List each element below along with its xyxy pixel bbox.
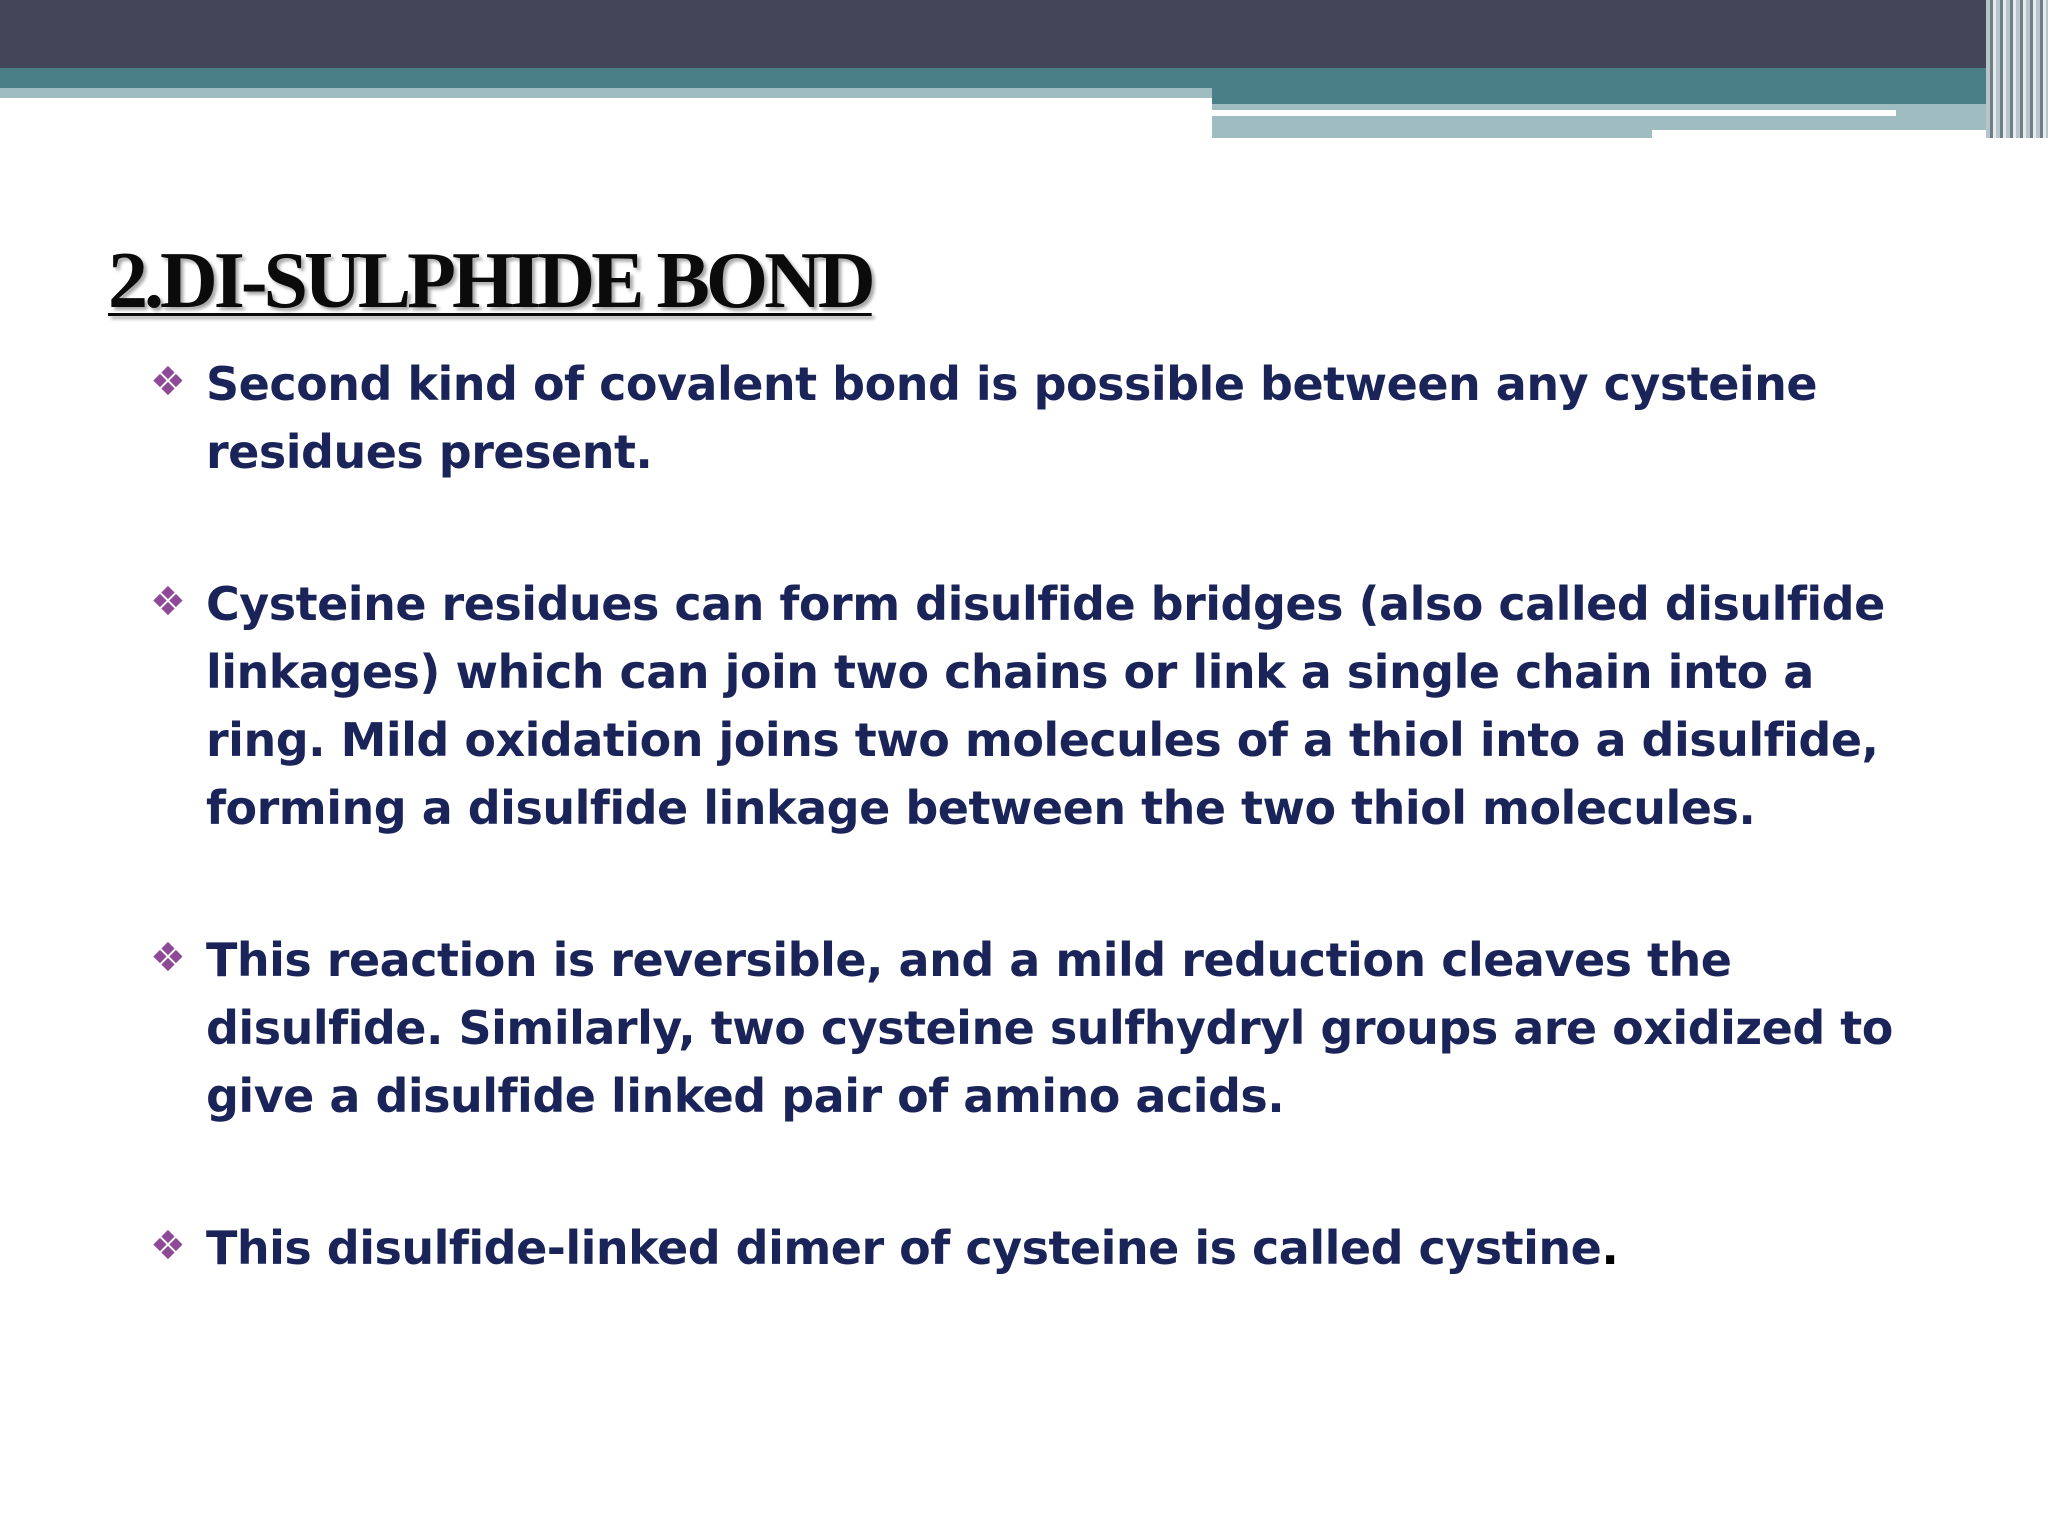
bullet-suffix: . (1601, 1221, 1619, 1275)
bullet-item (150, 926, 1930, 1130)
four-diamond-bullet-icon: ❖ (150, 1223, 186, 1269)
bullet-list (150, 350, 1930, 1366)
four-diamond-bullet-icon: ❖ (150, 359, 186, 405)
header-band-teal-right (1212, 68, 2048, 104)
slide-title: 2.DI-SULPHIDE BOND (108, 237, 872, 325)
header-band-dark (0, 0, 2048, 68)
bullet-item (150, 350, 1930, 486)
header-stripes (1986, 0, 2048, 138)
bullet-text: Second kind of covalent bond is possible between any cysteine residues present. (206, 357, 1818, 479)
bullet-text: Cysteine residues can form disulfide bridges (also called disulfide linkages) which can join two chains or link a single chain into a ring. Mild oxidation joins two molecules of a thiol into a disulfide, forming a disulfide linkage between the two thiol molecules. (206, 577, 1885, 835)
bullet-item (150, 570, 1930, 842)
four-diamond-bullet-icon: ❖ (150, 935, 186, 981)
bullet-text: This disulfide-linked dimer of cysteine is called cystine (206, 1221, 1602, 1275)
bullet-item (150, 1214, 1930, 1282)
header-band-teal-left (0, 68, 1212, 88)
bullet-text: This reaction is reversible, and a mild reduction cleaves the disulfide. Similarly, two cysteine sulfhydryl groups are oxidized to give a disulfide linked pair of amino acids. (206, 933, 1893, 1123)
four-diamond-bullet-icon: ❖ (150, 579, 186, 625)
header-accent-line (1212, 110, 1896, 116)
header-band-light-left (0, 88, 1212, 98)
